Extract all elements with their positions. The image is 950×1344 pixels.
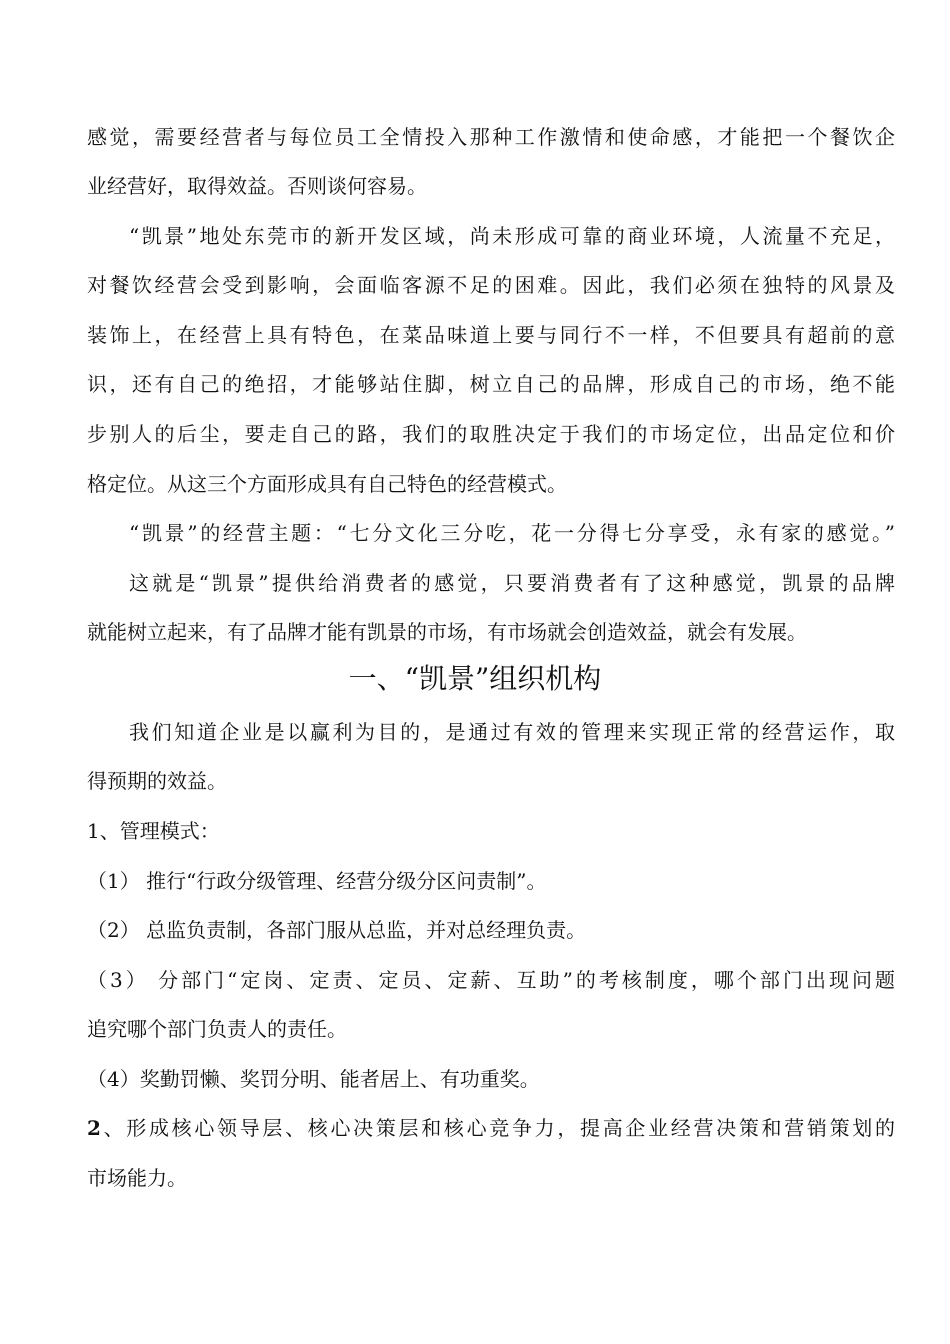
sub-item-3-line-2: 追究哪个部门负责人的责任。: [87, 1017, 347, 1041]
paragraph-3-line-1: “凯景”的经营主题：“七分文化三分吃，花一分得七分享受，永有家的感觉。”: [129, 521, 895, 545]
sub-item-3-line-1: （3） 分部门“定岗、定责、定员、定薪、互助”的考核制度，哪个部门出现问题: [87, 968, 895, 992]
section-heading: 一、“凯景”组织机构: [348, 662, 602, 695]
list-item-2-line-1: [87, 1113, 895, 1143]
list-item-1-heading: 1、管理模式：: [87, 819, 220, 843]
paragraph-2-line-6: 格定位。从这三个方面形成具有自己特色的经营模式。: [87, 472, 567, 496]
paragraph-2-line-4: 识，还有自己的绝招，才能够站住脚，树立自己的品牌，形成自己的市场，绝不能: [87, 372, 895, 396]
paragraph-2-line-3: 装饰上，在经营上具有特色，在菜品味道上要与同行不一样，不但要具有超前的意: [87, 323, 895, 347]
paragraph-4-line-2: 就能树立起来，有了品牌才能有凯景的市场，有市场就会创造效益，就会有发展。: [87, 620, 807, 644]
paragraph-5-line-1: 我们知道企业是以赢利为目的，是通过有效的管理来实现正常的经营运作，取: [129, 720, 895, 744]
paragraph-2-line-2: 对餐饮经营会受到影响，会面临客源不足的困难。因此，我们必须在独特的风景及: [87, 273, 895, 297]
list-item-2-line-2: 市场能力。: [87, 1166, 187, 1190]
paragraph-2-line-1: “凯景”地处东莞市的新开发区域，尚未形成可靠的商业环境，人流量不充足，: [129, 224, 895, 248]
list-item-2-number: 2: [87, 1116, 101, 1140]
paragraph-2-line-5: 步别人的后尘，要走自己的路，我们的取胜决定于我们的市场定位，出品定位和价: [87, 422, 895, 446]
sub-item-4: （4）奖勤罚懒、奖罚分明、能者居上、有功重奖。: [87, 1067, 540, 1091]
list-item-2-text: 、形成核心领导层、核心决策层和核心竞争力，提高企业经营决策和营销策划的: [100, 1116, 895, 1140]
paragraph-5-line-2: 得预期的效益。: [87, 769, 227, 793]
paragraph-1-line-1: 感觉，需要经营者与每位员工全情投入那种工作激情和使命感，才能把一个餐饮企: [87, 125, 895, 149]
sub-item-2: （2） 总监负责制，各部门服从总监，并对总经理负责。: [87, 918, 587, 942]
paragraph-1-line-2: 业经营好，取得效益。否则谈何容易。: [87, 174, 427, 198]
paragraph-4-line-1: 这就是“凯景”提供给消费者的感觉，只要消费者有了这种感觉，凯景的品牌: [129, 571, 895, 595]
sub-item-1: （1） 推行“行政分级管理、经营分级分区问责制”。: [87, 869, 547, 893]
